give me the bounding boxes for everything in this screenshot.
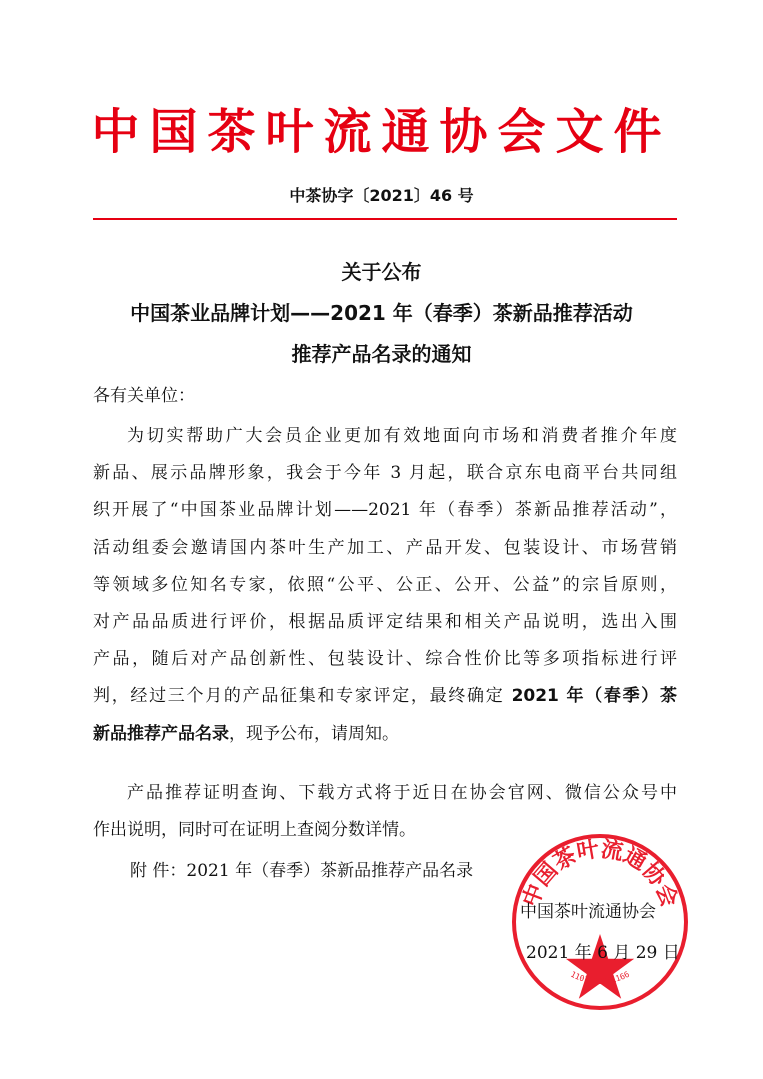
body-text: ，现予公布，请周知。 (229, 723, 399, 744)
body-line (93, 716, 677, 753)
notice-title-line-3: 推荐产品名录的通知 (291, 342, 472, 366)
seal-number-textpath: 1101020281166 (569, 969, 631, 986)
body-line: 产品，随后对产品创新性、包装设计、综合性价比等多项指标进行评 (93, 649, 677, 670)
signer-organization: 中国茶叶流通协会 (520, 902, 656, 922)
document-masthead: 中国茶叶流通协会文件 (91, 104, 672, 160)
issue-date: 2021 年 6 月 29 日 (526, 943, 680, 963)
notice-title-line-2: 中国茶业品牌计划——2021 年（春季）茶新品推荐活动 (130, 301, 633, 325)
bold-text: 2021 年（春季）茶 (511, 686, 678, 707)
seal-org-textpath: 中国茶叶流通协会 (517, 836, 683, 911)
body-line: 产品推荐证明查询、下载方式将于近日在协会官网、微信公众号中 (127, 783, 677, 803)
body-line: 作出说明，同时可在证明上查阅分数详情。 (93, 820, 416, 841)
body-text: 判，经过三个月的产品征集和专家评定，最终确定 (93, 686, 512, 707)
document-number: 中茶协字〔2021〕46 号 (289, 186, 474, 205)
body-line: 对产品品质进行评价，根据品质评定结果和相关产品说明，选出入围 (93, 612, 677, 633)
notice-title-line-1: 关于公布 (341, 260, 422, 284)
attachment-line: 附 件：2021 年（春季）茶新品推荐产品名录 (130, 861, 474, 881)
body-line: 为切实帮助广大会员企业更加有效地面向市场和消费者推介年度 (127, 426, 677, 446)
salutation: 各有关单位： (93, 386, 195, 406)
body-line: 新品、展示品牌形象，我会于今年 3 月起，联合京东电商平台共同组 (93, 463, 677, 484)
body-paragraph-1 (93, 418, 677, 753)
body-line: 活动组委会邀请国内茶叶生产加工、产品开发、包装设计、市场营销 (93, 537, 677, 558)
body-line: 织开展了“中国茶业品牌计划——2021 年（春季）茶新品推荐活动”， (93, 500, 677, 521)
body-line (93, 678, 677, 715)
red-divider (93, 218, 677, 220)
body-line: 等领域多位知名专家，依照“公平、公正、公开、公益”的宗旨原则， (93, 574, 677, 595)
bold-text: 新品推荐产品名录 (93, 723, 229, 744)
